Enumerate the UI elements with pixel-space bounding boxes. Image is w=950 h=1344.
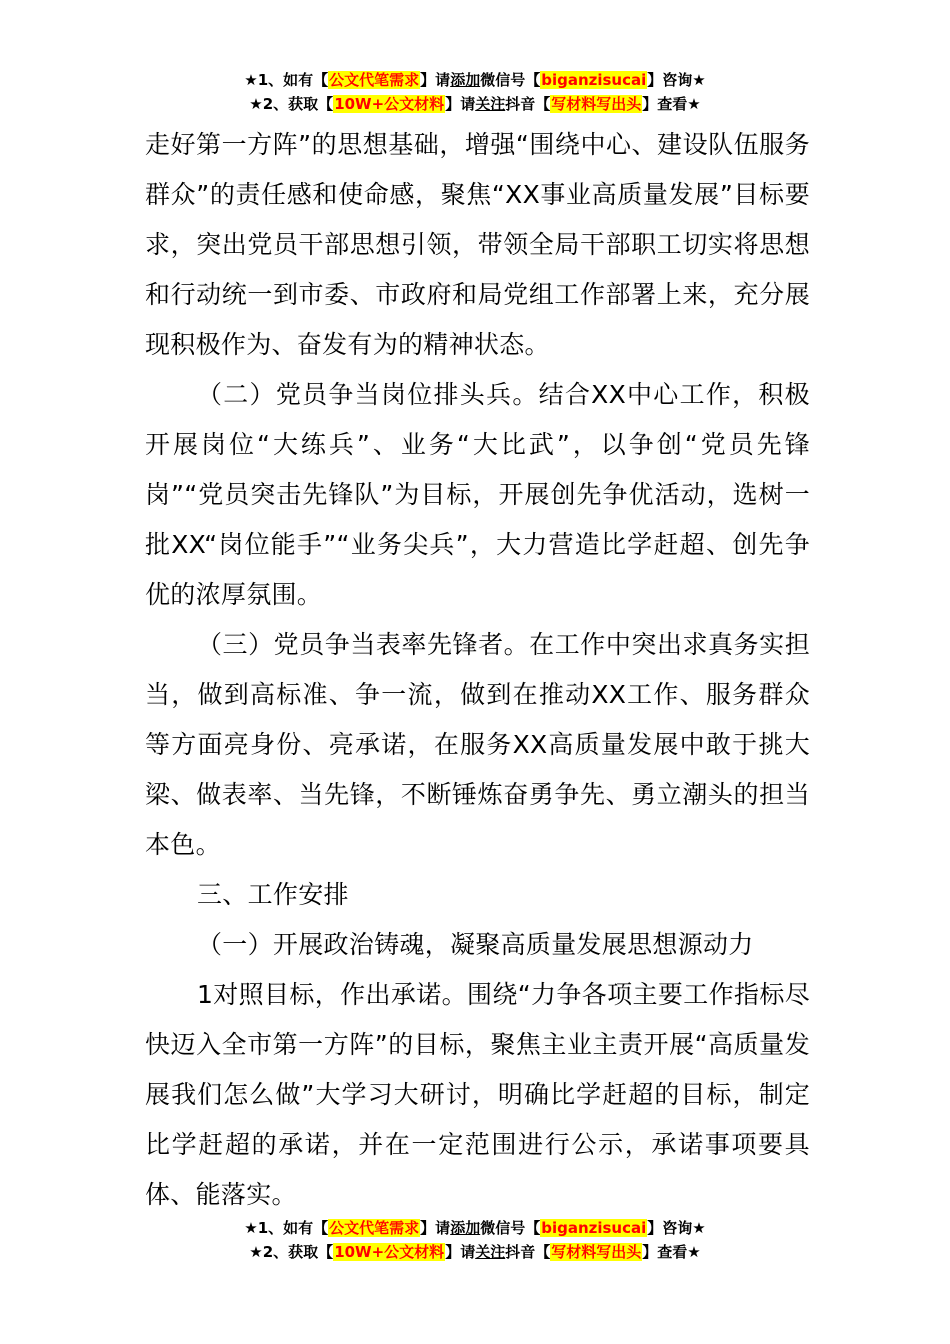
banner-highlight: 公文代笔需求 — [329, 71, 420, 89]
paragraph-item-1: 1对照目标，作出承诺。围绕“力争各项主要工作指标尽快迈入全市第一方阵”的目标，聚焦主业主责开展“高质量发展我们怎么做”大学习大研讨，明确比学赶超的目标，制定比学赶超的承诺，并在一定范围进行公示，承诺事项要具体、能落实。 — [145, 980, 810, 1209]
banner-text: 】请 — [445, 1243, 476, 1261]
banner-text: ★2、获取【 — [249, 95, 334, 113]
banner-highlight: 10W+公文材料 — [334, 1243, 445, 1261]
banner-text: 】请 — [420, 1219, 451, 1237]
banner-line-2 — [0, 1240, 950, 1264]
banner-text: 】请 — [445, 95, 476, 113]
banner-text: 】咨询★ — [647, 71, 706, 89]
document-body — [145, 120, 810, 1220]
heading-work-arrangement: 三、工作安排 — [197, 880, 349, 909]
banner-underline: 添加 — [450, 71, 481, 89]
banner-line-1 — [0, 68, 950, 92]
banner-highlight: 10W+公文材料 — [334, 95, 445, 113]
subheading-political: （一）开展政治铸魂，凝聚高质量发展思想源动力 — [197, 930, 754, 959]
banner-highlight: biganzisucai — [541, 71, 647, 89]
banner-text: 】查看★ — [642, 1243, 701, 1261]
banner-highlight: 写材料写出头 — [551, 1243, 642, 1261]
banner-text: 】请 — [420, 71, 451, 89]
banner-underline: 添加 — [450, 1219, 481, 1237]
paragraph-section-3: （三）党员争当表率先锋者。在工作中突出求真务实担当，做到高标准、争一流，做到在推动XX工作、服务群众等方面亮身份、亮承诺，在服务XX高质量发展中敢于挑大梁、做表率、当先锋，不断锤炼奋勇争先、勇立潮头的担当本色。 — [145, 630, 810, 859]
banner-text: 】查看★ — [642, 95, 701, 113]
banner-text: 抖音【 — [505, 95, 551, 113]
banner-highlight: biganzisucai — [541, 1219, 647, 1237]
footer-banner — [0, 1216, 950, 1264]
banner-text: 】咨询★ — [647, 1219, 706, 1237]
banner-highlight: 写材料写出头 — [551, 95, 642, 113]
banner-text: ★2、获取【 — [249, 1243, 334, 1261]
banner-line-1 — [0, 1216, 950, 1240]
banner-text: ★1、如有【 — [244, 1219, 329, 1237]
header-banner — [0, 68, 950, 116]
paragraph-continuation: 走好第一方阵”的思想基础，增强“围绕中心、建设队伍服务群众”的责任感和使命感，聚焦“XX事业高质量发展”目标要求，突出党员干部思想引领，带领全局干部职工切实将思想和行动统一到市委、市政府和局党组工作部署上来，充分展现积极作为、奋发有为的精神状态。 — [145, 130, 810, 359]
banner-text: 微信号【 — [480, 71, 541, 89]
banner-text: 微信号【 — [480, 1219, 541, 1237]
banner-text: 抖音【 — [505, 1243, 551, 1261]
banner-line-2 — [0, 92, 950, 116]
banner-text: ★1、如有【 — [244, 71, 329, 89]
paragraph-section-2: （二）党员争当岗位排头兵。结合XX中心工作，积极开展岗位“大练兵”、业务“大比武”，以争创“党员先锋岗”“党员突击先锋队”为目标，开展创先争优活动，选树一批XX“岗位能手”“业务尖兵”，大力营造比学赶超、创先争优的浓厚氛围。 — [145, 380, 810, 609]
banner-underline: 关注 — [475, 95, 506, 113]
banner-highlight: 公文代笔需求 — [329, 1219, 420, 1237]
banner-underline: 关注 — [475, 1243, 506, 1261]
